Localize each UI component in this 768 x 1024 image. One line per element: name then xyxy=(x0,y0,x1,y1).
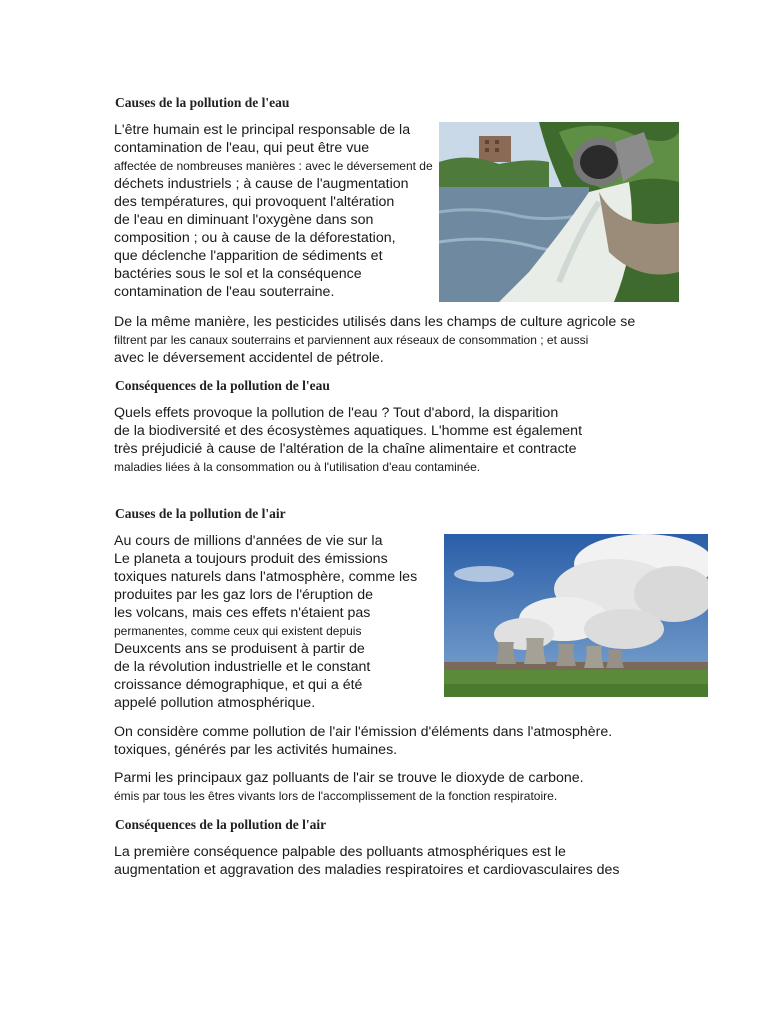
text-line: Deuxcents ans se produisent à partir de xyxy=(114,641,365,657)
text-line: contamination de l'eau, qui peut être vue xyxy=(114,140,370,156)
text-line: les volcans, mais ces effets n'étaient pas xyxy=(114,605,371,621)
water-consequences-paragraph xyxy=(114,404,582,476)
text-line: filtrent par les canaux souterrains et parviennent aux réseaux de consommation ; et aussi xyxy=(114,333,589,347)
text-line: Quels effets provoque la pollution de l'eau ? Tout d'abord, la disparition xyxy=(114,405,559,421)
text-line: Parmi les principaux gaz polluants de l'air se trouve le dioxyde de carbone. xyxy=(114,770,584,786)
text-line: On considère comme pollution de l'air l'émission d'éléments dans l'atmosphère. xyxy=(114,724,613,740)
text-line: des températures, qui provoquent l'altération xyxy=(114,194,395,210)
text-line: de l'eau en diminuant l'oxygène dans son xyxy=(114,212,374,228)
text-line: De la même manière, les pesticides utilisés dans les champs de culture agricole se xyxy=(114,314,636,330)
air-causes-paragraph-3 xyxy=(114,769,584,805)
air-causes-paragraph xyxy=(114,532,417,712)
text-line: croissance démographique, et qui a été xyxy=(114,677,363,693)
text-line: très préjudicié à cause de l'altération de la chaîne alimentaire et contracte xyxy=(114,441,577,457)
text-line: contamination de l'eau souterraine. xyxy=(114,284,335,300)
text-line: augmentation et aggravation des maladies respiratoires et cardiovasculaires des xyxy=(114,862,620,878)
text-line: que déclenche l'apparition de sédiments et xyxy=(114,248,383,264)
text-line: La première conséquence palpable des polluants atmosphériques est le xyxy=(114,844,566,860)
text-line: maladies liées à la consommation ou à l'utilisation d'eau contaminée. xyxy=(114,460,481,474)
text-line: bactéries sous le sol et la conséquence xyxy=(114,266,362,282)
sewage-pipe-photo xyxy=(439,122,679,302)
water-causes-paragraph-2 xyxy=(114,313,635,367)
text-line: Au cours de millions d'années de vie sur la xyxy=(114,533,383,549)
text-line: L'être humain est le principal responsable de la xyxy=(114,122,411,138)
text-line: de la révolution industrielle et le constant xyxy=(114,659,371,675)
text-line: déchets industriels ; à cause de l'augmentation xyxy=(114,176,409,192)
text-line: émis par tous les êtres vivants lors de l'accomplissement de la fonction respiratoire. xyxy=(114,789,558,803)
water-consequences-heading: Conséquences de la pollution de l'eau xyxy=(115,378,330,393)
water-causes-paragraph xyxy=(114,121,433,301)
cooling-towers-photo xyxy=(444,534,708,697)
air-causes-paragraph-2 xyxy=(114,723,612,759)
text-line: appelé pollution atmosphérique. xyxy=(114,695,316,711)
text-line: affectée de nombreuses manières : avec le déversement de xyxy=(114,159,433,173)
text-line: avec le déversement accidentel de pétrole. xyxy=(114,350,384,366)
text-line: toxiques, générés par les activités humaines. xyxy=(114,742,398,758)
text-line: Le planeta a toujours produit des émissions xyxy=(114,551,388,567)
text-line: de la biodiversité et des écosystèmes aquatiques. L'homme est également xyxy=(114,423,583,439)
text-line: toxiques naturels dans l'atmosphère, comme les xyxy=(114,569,418,585)
air-causes-heading: Causes de la pollution de l'air xyxy=(115,506,286,521)
text-line: composition ; ou à cause de la déforestation, xyxy=(114,230,396,246)
water-causes-heading: Causes de la pollution de l'eau xyxy=(115,95,290,110)
text-line: permanentes, comme ceux qui existent depuis xyxy=(114,624,362,638)
text-line: produites par les gaz lors de l'éruption de xyxy=(114,587,374,603)
air-consequences-heading: Conséquences de la pollution de l'air xyxy=(115,817,327,832)
air-consequences-paragraph xyxy=(114,843,620,879)
